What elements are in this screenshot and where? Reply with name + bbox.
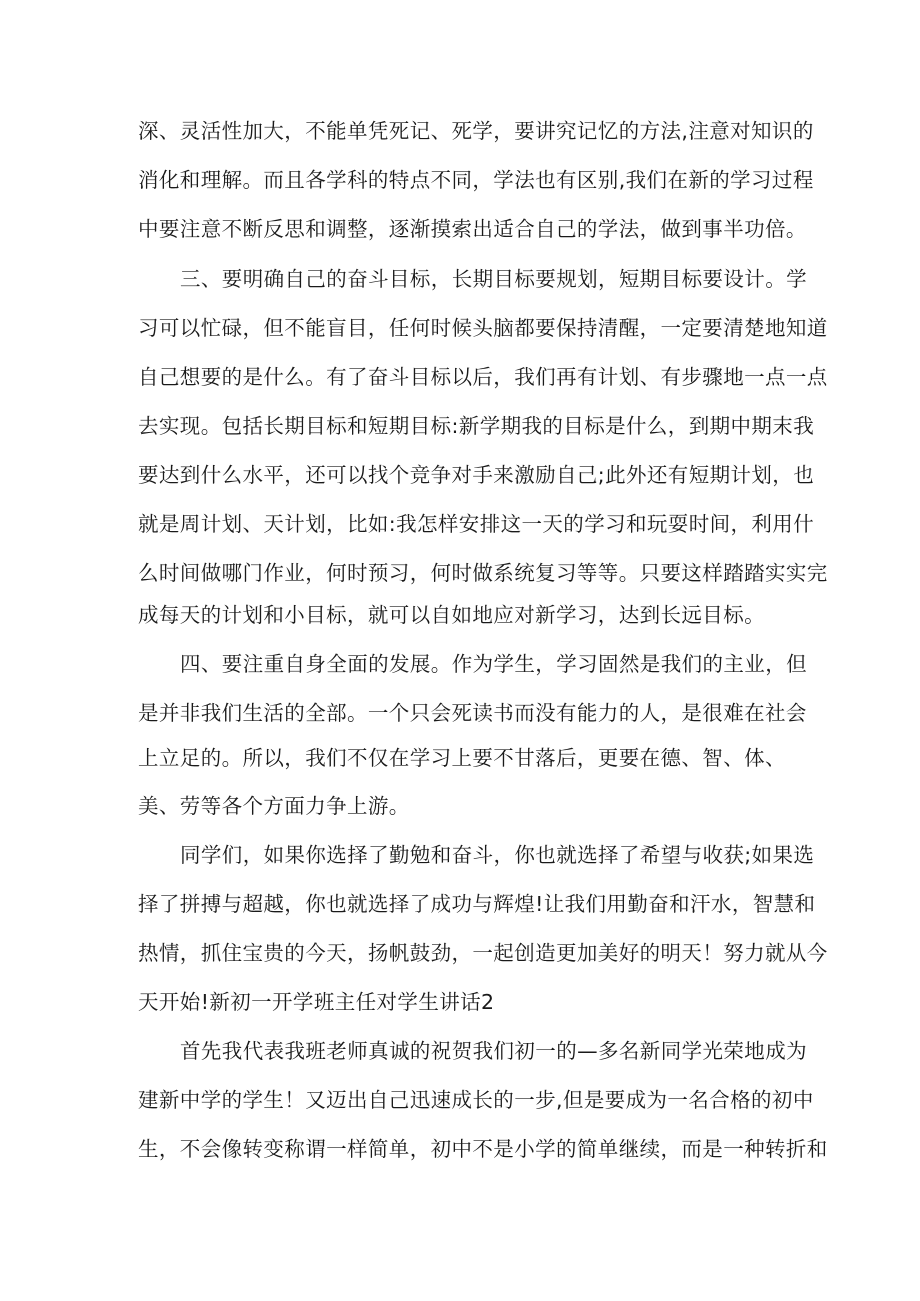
text-line-16: 同学们，如果你选择了勤勉和奋斗，你也就选择了希望与收获;如果选 [180, 843, 815, 867]
text-line-21: 建新中学的学生！又迈出自己迅速成长的一步,但是要成为一名合格的初中 [138, 1088, 814, 1112]
text-line-2: 消化和理解。而且各学科的特点不同，学法也有区别,我们在新的学习过程 [138, 168, 814, 192]
text-line-10: 么时间做哪门作业，何时预习，何时做系统复习等等。只要这样踏踏实实完 [138, 561, 828, 585]
text-line-20: 首先我代表我班老师真诚的祝贺我们初一的—多名新同学光荣地成为 [180, 1039, 807, 1063]
text-line-14: 上立足的。所以，我们不仅在学习上要不甘落后，更要在德、智、体、 [138, 746, 786, 770]
text-line-9: 就是周计划、天计划，比如:我怎样安排这一天的学习和玩耍时间，利用什 [138, 512, 815, 536]
text-line-8: 要达到什么水平，还可以找个竞争对手来激励自己;此外还有短期计划，也 [138, 463, 815, 487]
text-line-13: 是并非我们生活的全部。一个只会死读书而没有能力的人，是很难在社会 [138, 701, 807, 725]
text-line-15: 美、劳等各个方面力争上游。 [138, 794, 410, 818]
text-line-1: 深、灵活性加大，不能单凭死记、死学，要讲究记忆的方法,注意对知识的 [138, 119, 814, 143]
text-line-5: 习可以忙碌，但不能盲目，任何时候头脑都要保持清醒，一定要清楚地知道 [138, 316, 828, 340]
text-line-6: 自己想要的是什么。有了奋斗目标以后，我们再有计划、有步骤地一点一点 [138, 365, 828, 389]
text-line-3: 中要注意不断反思和调整，逐渐摸索出适合自己的学法，做到事半功倍。 [138, 217, 807, 241]
text-line-7: 去实现。包括长期目标和短期目标:新学期我的目标是什么，到期中期末我 [138, 414, 815, 438]
text-line-11: 成每天的计划和小目标，就可以自如地应对新学习，达到长远目标。 [138, 603, 765, 627]
text-line-22: 生，不会像转变称谓一样简单，初中不是小学的简单继续，而是一种转折和 [138, 1137, 828, 1161]
text-line-17: 择了拼搏与超越，你也就选择了成功与辉煌!让我们用勤奋和汗水，智慧和 [138, 892, 816, 916]
text-line-12: 四、要注重自身全面的发展。作为学生，学习固然是我们的主业，但 [180, 652, 807, 676]
text-line-19: 天开始!新初一开学班主任对学生讲话2 [138, 990, 495, 1014]
text-line-4: 三、要明确自己的奋斗目标，长期目标要规划，短期目标要设计。学 [180, 267, 807, 291]
text-line-18: 热情，抓住宝贵的今天，扬帆鼓劲，一起创造更加美好的明天！努力就从今 [138, 941, 828, 965]
